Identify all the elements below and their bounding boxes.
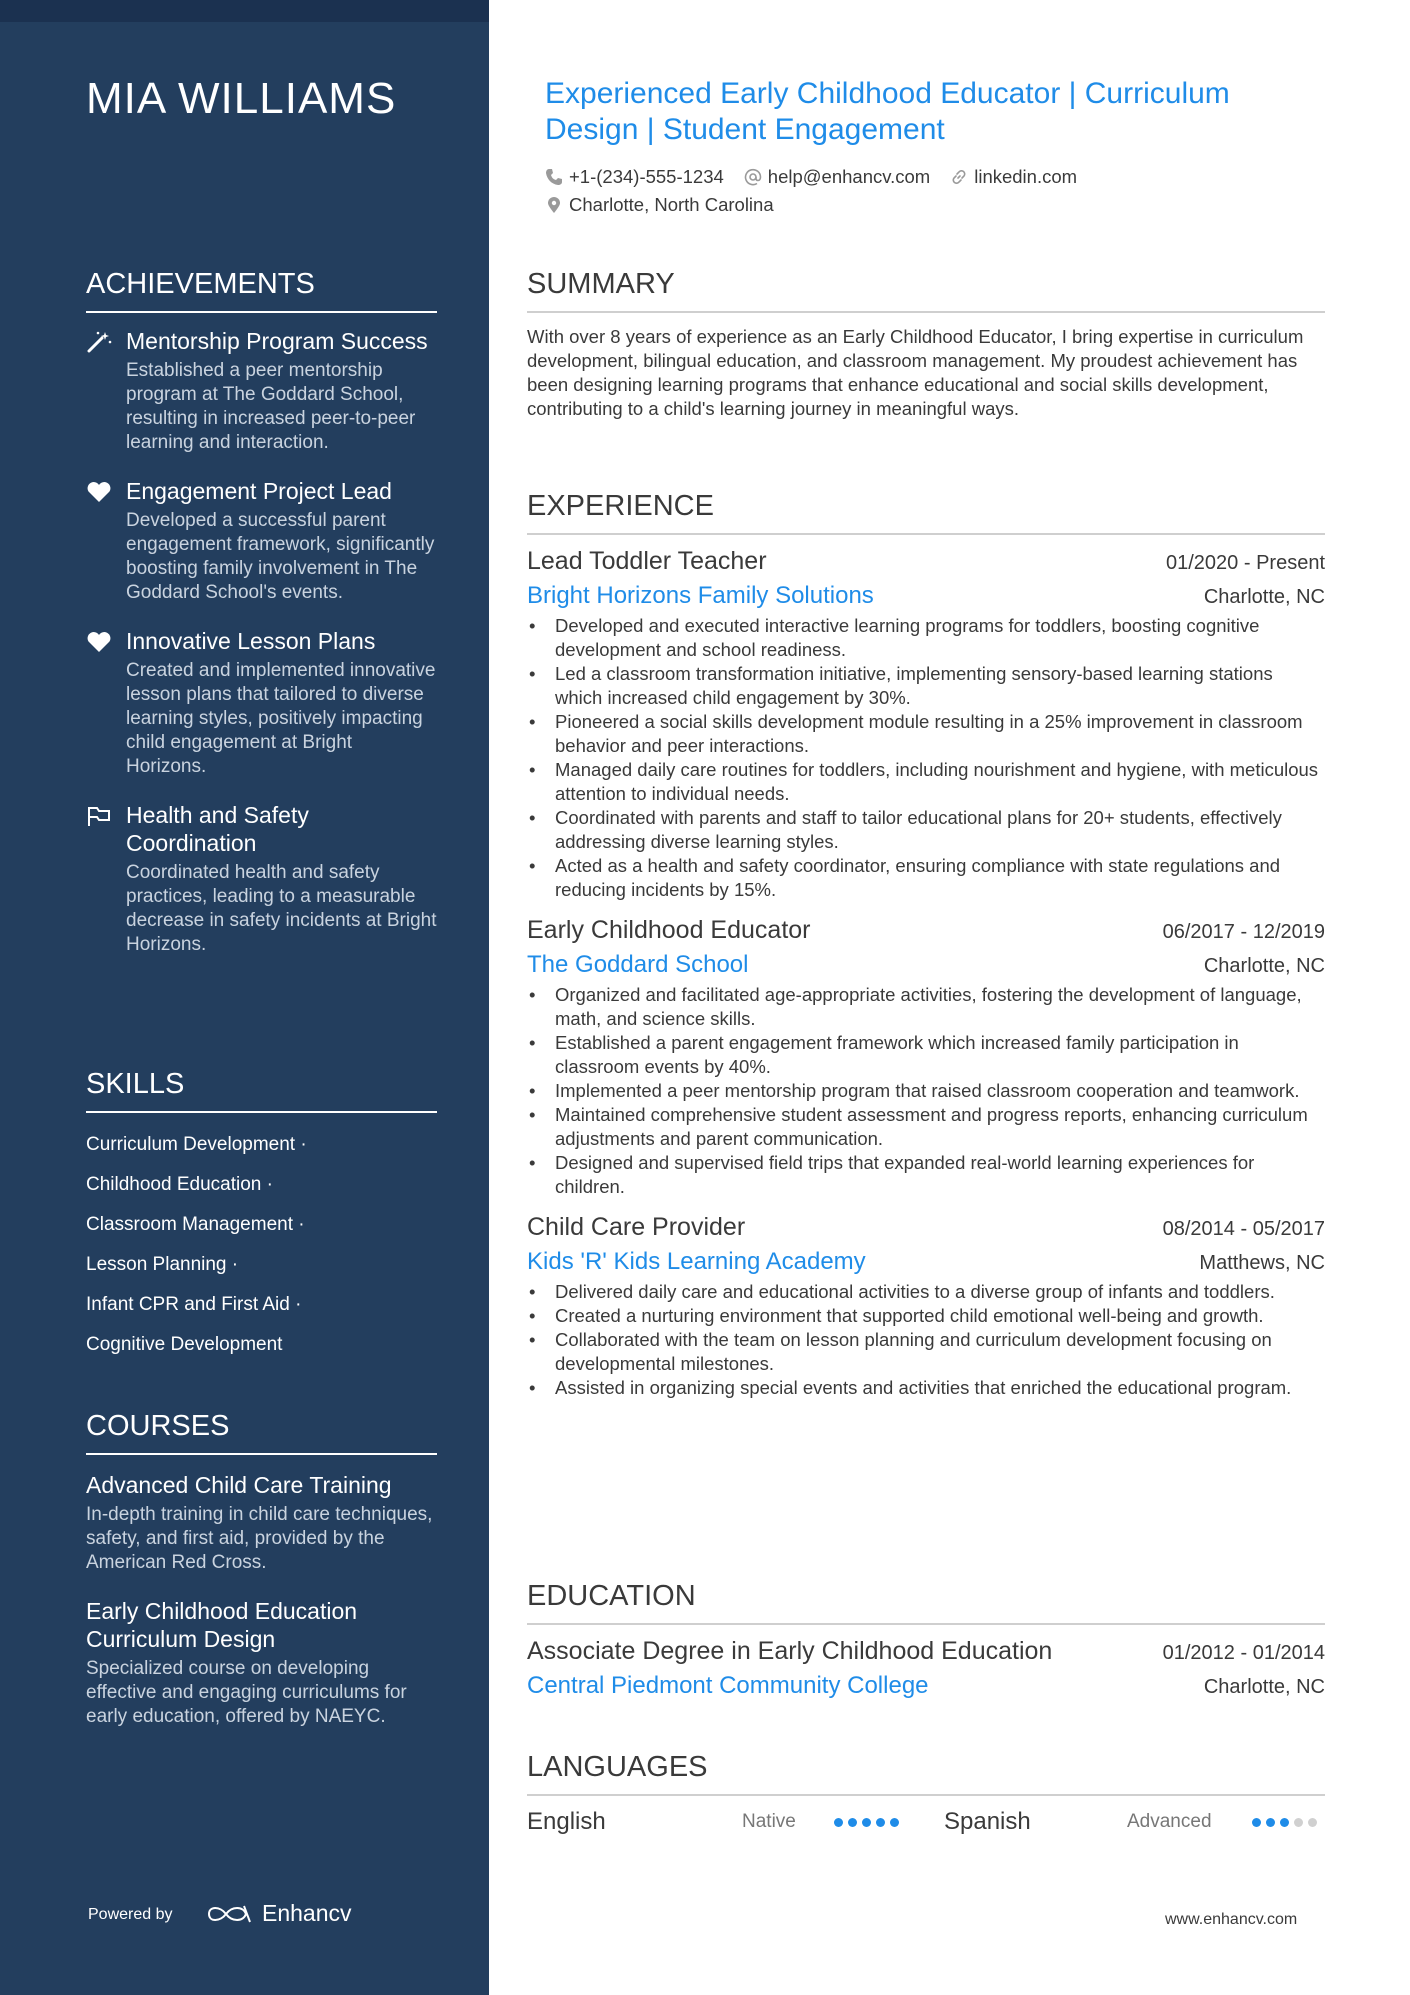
rating-dot-filled <box>876 1818 885 1827</box>
location-pin-icon <box>545 196 563 214</box>
summary-text: With over 8 years of experience as an Early Childhood Educator, I bring expertise in curriculum development, bilingual education, and classroom management. My proudest achievement has been designing learning programs that enhance educational and social skills development, contributing to a child's learning journey in meaningful ways. <box>527 326 1304 419</box>
sidebar <box>0 0 489 1995</box>
achievement-item <box>86 801 437 957</box>
course-item <box>86 1471 437 1575</box>
skill-item: Lesson Planning · <box>86 1254 239 1275</box>
job-title: Child Care Provider <box>527 1213 746 1241</box>
candidate-name: MIA WILLIAMS <box>86 74 397 123</box>
at-sign-icon <box>744 168 762 186</box>
bullet-item: • Established a parent engagement framework which increased family participation in classroom events by 40%. <box>555 1031 1325 1079</box>
languages-title: LANGUAGES <box>527 1751 1325 1796</box>
course-desc: In-depth training in child care techniques, safety, and first aid, provided by the American Red Cross. <box>86 1504 433 1573</box>
achievement-desc: Established a peer mentorship program at The Goddard School, resulting in increased peer-to-peer learning and interaction. <box>126 360 416 453</box>
language-name: English <box>527 1808 606 1835</box>
education-location: Charlotte, NC <box>1203 1676 1325 1698</box>
language-level: Advanced <box>1127 1811 1212 1832</box>
achievements-section <box>86 268 437 957</box>
linkedin-text: linkedin.com <box>974 166 1078 187</box>
language-rating <box>1252 1818 1317 1827</box>
skill-item: Cognitive Development <box>86 1334 283 1355</box>
achievement-desc: Developed a successful parent engagement framework, significantly boosting family involvement in The Goddard School's events. <box>126 510 435 603</box>
bullet-item: • Managed daily care routines for toddlers, including nourishment and hygiene, with meticulous attention to individual needs. <box>555 758 1325 806</box>
summary-title: SUMMARY <box>527 268 1325 313</box>
company-name: Kids 'R' Kids Learning Academy <box>527 1248 866 1275</box>
rating-dot-filled <box>1252 1818 1261 1827</box>
skill-item: Curriculum Development · <box>86 1134 307 1155</box>
experience-section <box>527 490 1325 1400</box>
job-location: Matthews, NC <box>1199 1252 1325 1274</box>
job-dates: 06/2017 - 12/2019 <box>1162 921 1325 943</box>
achievement-desc: Created and implemented innovative lesson plans that tailored to diverse learning styles, positively impacting child engagement at Bright Horizons. <box>126 660 436 777</box>
job-entry <box>527 1213 1325 1400</box>
skill-item: Childhood Education · <box>86 1174 273 1195</box>
education-title: EDUCATION <box>527 1580 1325 1625</box>
magic-wand-icon <box>86 331 112 353</box>
course-title: Early Childhood Education Curriculum Design <box>86 1598 358 1652</box>
experience-title: EXPERIENCE <box>527 490 1325 535</box>
achievement-desc: Coordinated health and safety practices, leading to a measurable decrease in safety incidents at Bright Horizons. <box>126 862 437 955</box>
job-entry <box>527 916 1325 1199</box>
job-dates: 01/2020 - Present <box>1166 552 1325 574</box>
rating-dot-filled <box>862 1818 871 1827</box>
flag-icon <box>86 805 112 827</box>
phone-icon <box>545 168 563 186</box>
location-row <box>545 194 1325 216</box>
courses-title: COURSES <box>86 1410 437 1455</box>
job-bullets <box>527 1280 1325 1400</box>
job-bullets <box>527 983 1325 1199</box>
bullet-item: • Designed and supervised field trips that expanded real-world learning experiences for children. <box>555 1151 1325 1199</box>
bullet-item: • Implemented a peer mentorship program that raised classroom cooperation and teamwork. <box>555 1079 1325 1103</box>
contact-phone[interactable] <box>545 166 724 188</box>
enhancv-logo-icon <box>206 1902 252 1926</box>
course-item <box>86 1597 437 1729</box>
achievement-item <box>86 327 437 455</box>
language-level: Native <box>742 1811 796 1832</box>
job-title: Early Childhood Educator <box>527 916 811 944</box>
achievement-title: Engagement Project Lead <box>126 478 392 504</box>
headline: Experienced Early Childhood Educator | Curriculum Design | Student Engagement <box>545 77 1230 146</box>
rating-dot-empty <box>1294 1818 1303 1827</box>
bullet-item: • Assisted in organizing special events and activities that enriched the educational program. <box>555 1376 1325 1400</box>
job-entry <box>527 547 1325 902</box>
achievement-title: Mentorship Program Success <box>126 328 428 354</box>
bullet-item: • Led a classroom transformation initiative, implementing sensory-based learning stations which increased child engagement by 30%. <box>555 662 1325 710</box>
job-title: Lead Toddler Teacher <box>527 547 767 575</box>
heart-icon <box>86 631 112 653</box>
bullet-item: • Coordinated with parents and staff to tailor educational plans for 20+ students, effectively addressing diverse learning styles. <box>555 806 1325 854</box>
courses-section <box>86 1410 437 1729</box>
achievement-item <box>86 627 437 779</box>
rating-dot-filled <box>1266 1818 1275 1827</box>
skills-title: SKILLS <box>86 1068 437 1113</box>
bullet-item: • Organized and facilitated age-appropriate activities, fostering the development of language, math, and science skills. <box>555 983 1325 1031</box>
skill-item: Infant CPR and First Aid · <box>86 1294 302 1315</box>
company-name: The Goddard School <box>527 951 749 978</box>
degree-name: Associate Degree in Early Childhood Education <box>527 1637 1053 1665</box>
contact-location <box>545 194 774 216</box>
summary-section <box>527 268 1325 421</box>
powered-by-label: Powered by <box>88 1906 173 1923</box>
languages-section <box>527 1751 1325 1836</box>
location-text: Charlotte, North Carolina <box>569 194 774 215</box>
skill-item: Classroom Management · <box>86 1214 305 1235</box>
heart-icon <box>86 481 112 503</box>
company-name: Bright Horizons Family Solutions <box>527 582 874 609</box>
bullet-item: • Maintained comprehensive student assessment and progress reports, enhancing curriculum adjustments and parent communication. <box>555 1103 1325 1151</box>
languages-row <box>527 1808 1325 1836</box>
course-desc: Specialized course on developing effective and engaging curriculums for early education, offered by NAEYC. <box>86 1658 407 1727</box>
email-text: help@enhancv.com <box>767 166 931 187</box>
enhancv-brand: Enhancv <box>262 1900 352 1926</box>
bullet-item: • Developed and executed interactive learning programs for toddlers, boosting cognitive development and school readiness. <box>555 614 1325 662</box>
contact-email[interactable] <box>744 166 930 188</box>
rating-dot-filled <box>834 1818 843 1827</box>
school-name: Central Piedmont Community College <box>527 1672 929 1699</box>
bullet-item: • Acted as a health and safety coordinator, ensuring compliance with state regulations and reducing incidents by 15%. <box>555 854 1325 902</box>
link-icon <box>950 168 968 186</box>
education-section <box>527 1580 1325 1700</box>
rating-dot-filled <box>1280 1818 1289 1827</box>
rating-dot-empty <box>1308 1818 1317 1827</box>
bullet-item: • Created a nurturing environment that supported child emotional well-being and growth. <box>555 1304 1325 1328</box>
contact-row <box>545 166 1325 188</box>
achievement-title: Innovative Lesson Plans <box>126 628 376 654</box>
education-dates: 01/2012 - 01/2014 <box>1162 1642 1325 1664</box>
phone-text: +1-(234)-555-1234 <box>569 166 724 187</box>
contact-linkedin[interactable] <box>950 166 1077 188</box>
education-entry <box>527 1637 1325 1700</box>
website-link[interactable]: www.enhancv.com <box>1165 1911 1298 1928</box>
course-title: Advanced Child Care Training <box>86 1472 392 1498</box>
language-name: Spanish <box>944 1808 1031 1835</box>
sidebar-top-strip <box>0 0 489 22</box>
achievement-title: Health and Safety Coordination <box>126 802 309 856</box>
achievements-title: ACHIEVEMENTS <box>86 268 437 313</box>
job-location: Charlotte, NC <box>1203 955 1325 977</box>
bullet-item: • Collaborated with the team on lesson planning and curriculum development focusing on developmental milestones. <box>555 1328 1325 1376</box>
job-location: Charlotte, NC <box>1203 586 1325 608</box>
enhancv-logo[interactable] <box>206 1900 352 1927</box>
job-bullets <box>527 614 1325 902</box>
bullet-item: • Pioneered a social skills development module resulting in a 25% improvement in classroom behavior and peer interactions. <box>555 710 1325 758</box>
skills-section <box>86 1068 437 1357</box>
bullet-item: • Delivered daily care and educational activities to a diverse group of infants and toddlers. <box>555 1280 1325 1304</box>
job-dates: 08/2014 - 05/2017 <box>1162 1218 1325 1240</box>
rating-dot-filled <box>848 1818 857 1827</box>
achievement-item <box>86 477 437 605</box>
rating-dot-filled <box>890 1818 899 1827</box>
language-rating <box>834 1818 944 1827</box>
